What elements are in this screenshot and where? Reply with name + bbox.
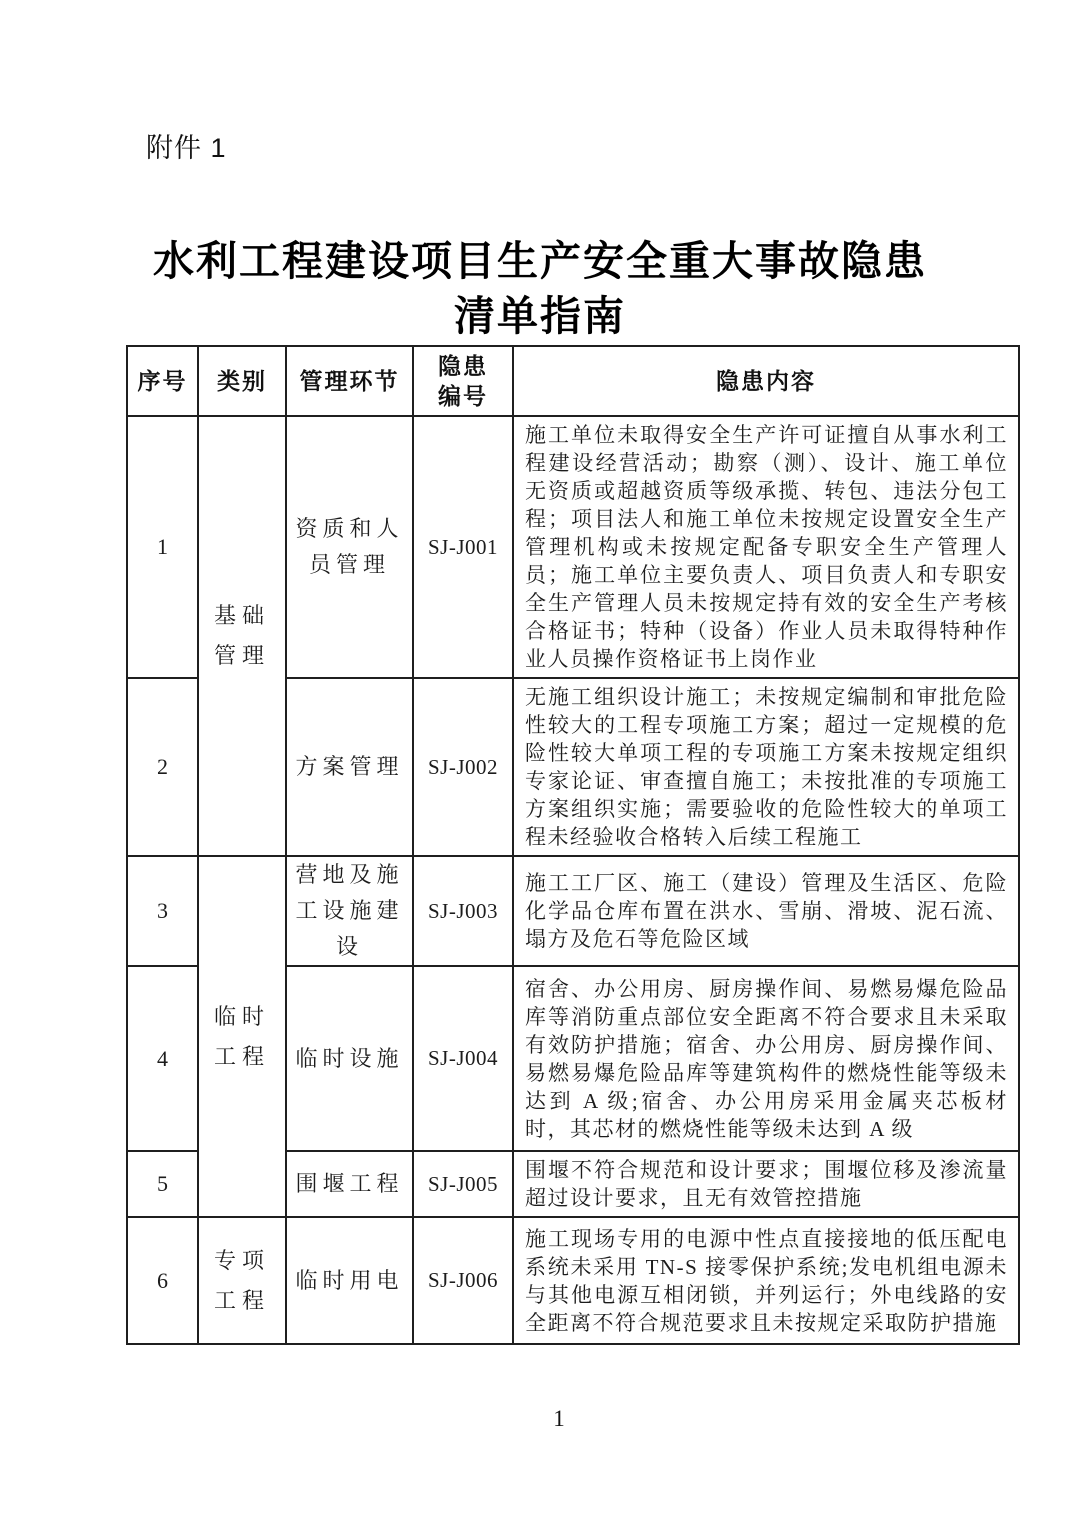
- stage-cell: 围堰工程: [286, 1151, 413, 1217]
- table-row: [127, 856, 1019, 966]
- serial-no-cell: 2: [127, 678, 198, 856]
- hazard-content-cell: 施工单位未取得安全生产许可证擅自从事水利工程建设经营活动；勘察（测）、设计、施工单位无资质或超越资质等级承揽、转包、违法分包工程；项目法人和施工单位未按规定设置安全生产管理机构或未按规定配备专职安全生产管理人员；施工单位主要负责人、项目负责人和专职安全生产管理人员未按规定持有效的安全生产考核合格证书；特种（设备）作业人员未取得特种作业人员操作资格证书上岗作业: [513, 416, 1019, 678]
- col-header-management-stage: 管理环节: [286, 346, 413, 416]
- stage-cell: 临时用电: [286, 1217, 413, 1344]
- col-header-serial-no: 序号: [127, 346, 198, 416]
- page-number: 1: [553, 1406, 565, 1431]
- hazard-list-table: [126, 345, 1020, 1345]
- hazard-code-cell: SJ-J006: [413, 1217, 513, 1344]
- col-header-hazard-content: 隐患内容: [513, 346, 1019, 416]
- hazard-content-cell: 无施工组织设计施工；未按规定编制和审批危险性较大的工程专项施工方案；超过一定规模的危险性较大单项工程的专项施工方案未按规定组织专家论证、审查擅自施工；未按批准的专项施工方案组织实施；需要验收的危险性较大的单项工程未经验收合格转入后续工程施工: [513, 678, 1019, 856]
- serial-no-cell: 4: [127, 966, 198, 1151]
- stage-cell: 方案管理: [286, 678, 413, 856]
- title-line-1: 水利工程建设项目生产安全重大事故隐患: [153, 238, 927, 284]
- category-cell-special-works: 专项工程: [198, 1217, 286, 1344]
- hazard-code-cell: SJ-J004: [413, 966, 513, 1151]
- hazard-code-cell: SJ-J003: [413, 856, 513, 966]
- attachment-label: 附件 1: [146, 133, 227, 163]
- col-header-category: 类别: [198, 346, 286, 416]
- col-header-hazard-code: 隐患编号: [413, 346, 513, 416]
- document-title: [0, 234, 1080, 344]
- table-row: [127, 1217, 1019, 1344]
- category-cell-temporary-works: 临时工程: [198, 856, 286, 1217]
- stage-cell: 营地及施工设施建设: [286, 856, 413, 966]
- serial-no-cell: 5: [127, 1151, 198, 1217]
- table-header-row: [127, 346, 1019, 416]
- category-cell-basic-management: 基础管理: [198, 416, 286, 856]
- table-row: [127, 416, 1019, 678]
- serial-no-cell: 6: [127, 1217, 198, 1344]
- hazard-code-cell: SJ-J001: [413, 416, 513, 678]
- serial-no-cell: 1: [127, 416, 198, 678]
- title-line-2: 清单指南: [454, 293, 626, 339]
- hazard-content-cell: 宿舍、办公用房、厨房操作间、易燃易爆危险品库等消防重点部位安全距离不符合要求且未采取有效防护措施；宿舍、办公用房、厨房操作间、易燃易爆危险品库等建筑构件的燃烧性能等级未达到 A 级;宿舍、办公用房采用金属夹芯板材时，其芯材的燃烧性能等级未达到 A 级: [513, 966, 1019, 1151]
- hazard-content-cell: 施工工厂区、施工（建设）管理及生活区、危险化学品仓库布置在洪水、雪崩、滑坡、泥石流、塌方及危石等危险区域: [513, 856, 1019, 966]
- hazard-code-cell: SJ-J002: [413, 678, 513, 856]
- serial-no-cell: 3: [127, 856, 198, 966]
- hazard-code-cell: SJ-J005: [413, 1151, 513, 1217]
- hazard-content-cell: 施工现场专用的电源中性点直接接地的低压配电系统未采用 TN-S 接零保护系统;发电机组电源未与其他电源互相闭锁，并列运行；外电线路的安全距离不符合规范要求且未按规定采取防护措施: [513, 1217, 1019, 1344]
- hazard-content-cell: 围堰不符合规范和设计要求；围堰位移及渗流量超过设计要求，且无有效管控措施: [513, 1151, 1019, 1217]
- stage-cell: 临时设施: [286, 966, 413, 1151]
- stage-cell: 资质和人员管理: [286, 416, 413, 678]
